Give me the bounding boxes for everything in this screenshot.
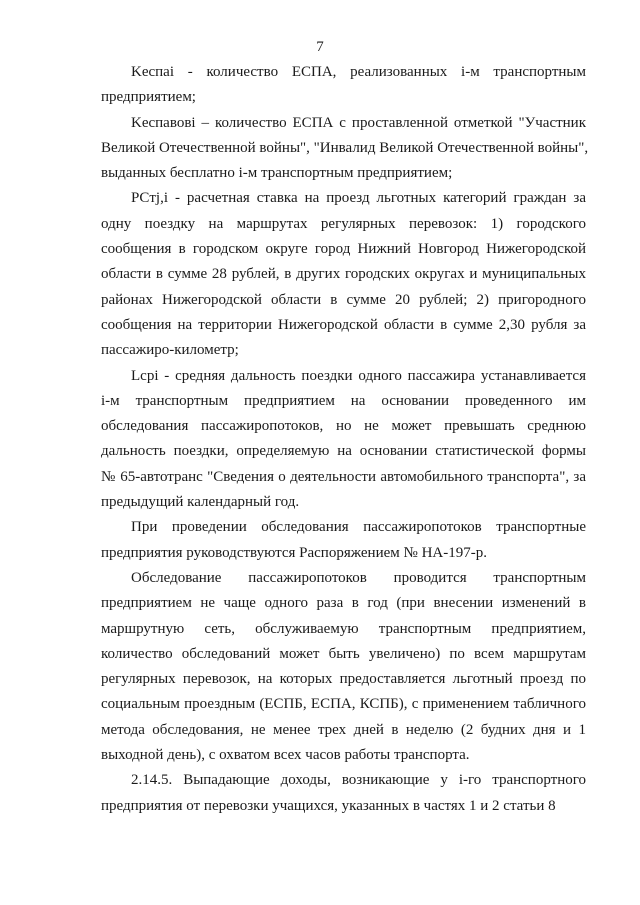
paragraph (101, 515, 586, 566)
paragraph (101, 60, 586, 111)
text-line: i-м транспортным предприятием на основании проведенного им (101, 392, 586, 409)
paragraph (101, 111, 589, 187)
page-number: 7 (316, 39, 324, 55)
text-line: сообщения на территории Нижегородской области в сумме 2,30 рубля за (101, 316, 586, 333)
text-line: предприятием; (101, 89, 196, 106)
text-line: выходной день), с охватом всех часов работы транспорта. (101, 747, 470, 764)
text-line: предприятием не чаще одного раза в год (при внесении изменений в (101, 595, 586, 612)
text-line: маршрутную сеть, обслуживаемую транспортным предприятием, (101, 620, 586, 637)
text-line: социальным проездным (ЕСПБ, ЕСПА, КСПБ), с применением табличного (101, 696, 586, 713)
text-line: предыдущий календарный год. (101, 494, 300, 511)
paragraph (101, 768, 586, 819)
text-line: Keспавовi – количество ЕСПА с проставленной отметкой "Участник (131, 114, 586, 131)
text-line: пассажиро-километр; (101, 342, 239, 359)
text-line: Великой Отечественной войны", "Инвалид Великой Отечественной войны", (101, 139, 589, 156)
text-line: предприятия от перевозки учащихся, указанных в частях 1 и 2 статьи 8 (101, 797, 556, 814)
text-line: Обследование пассажиропотоков проводится транспортным (131, 569, 586, 586)
paragraph (101, 566, 586, 768)
text-line: обследования пассажиропотоков, но не может превышать среднюю (101, 418, 586, 435)
text-line: Kecпai - количество ЕСПА, реализованных i-м транспортным (131, 64, 586, 80)
text-line: области в сумме 28 рублей, в других городских округах и муниципальных (101, 266, 586, 283)
text-line: метода обследования, не менее трех дней в неделю (2 будних дня и 1 (101, 721, 586, 738)
paragraph (101, 186, 586, 363)
document-body (101, 60, 589, 819)
text-line: предприятия руководствуются Распоряжением № НА-197-р. (101, 544, 487, 561)
text-line: районах Нижегородской области в сумме 20 рублей; 2) пригородного (101, 291, 586, 308)
text-line: Lсрi - средняя дальность поездки одного пассажира устанавливается (131, 367, 586, 384)
text-line: дальность поездки, определяемую на основании статистической формы (101, 443, 586, 460)
text-line: количество обследований может быть увеличено) по всем маршрутам (101, 645, 586, 662)
text-line: регулярных перевозок, на которых предоставляется льготный проезд по (101, 671, 586, 688)
text-line: PCтj,i - расчетная ставка на проезд льготных категорий граждан за (131, 190, 586, 207)
paragraph (101, 364, 586, 516)
text-line: 2.14.5. Выпадающие доходы, возникающие у i-го транспортного (131, 772, 586, 789)
text-line: № 65-автотранс "Сведения о деятельности автомобильного транспорта", за (101, 468, 586, 485)
text-line: При проведении обследования пассажиропотоков транспортные (131, 519, 586, 536)
text-line: сообщения в городском округе город Нижний Новгород Нижегородской (101, 241, 586, 258)
text-line: одну поездку на маршрутах регулярных перевозок: 1) городского (101, 215, 586, 232)
text-line: выданных бесплатно i-м транспортным предприятием; (101, 165, 453, 182)
